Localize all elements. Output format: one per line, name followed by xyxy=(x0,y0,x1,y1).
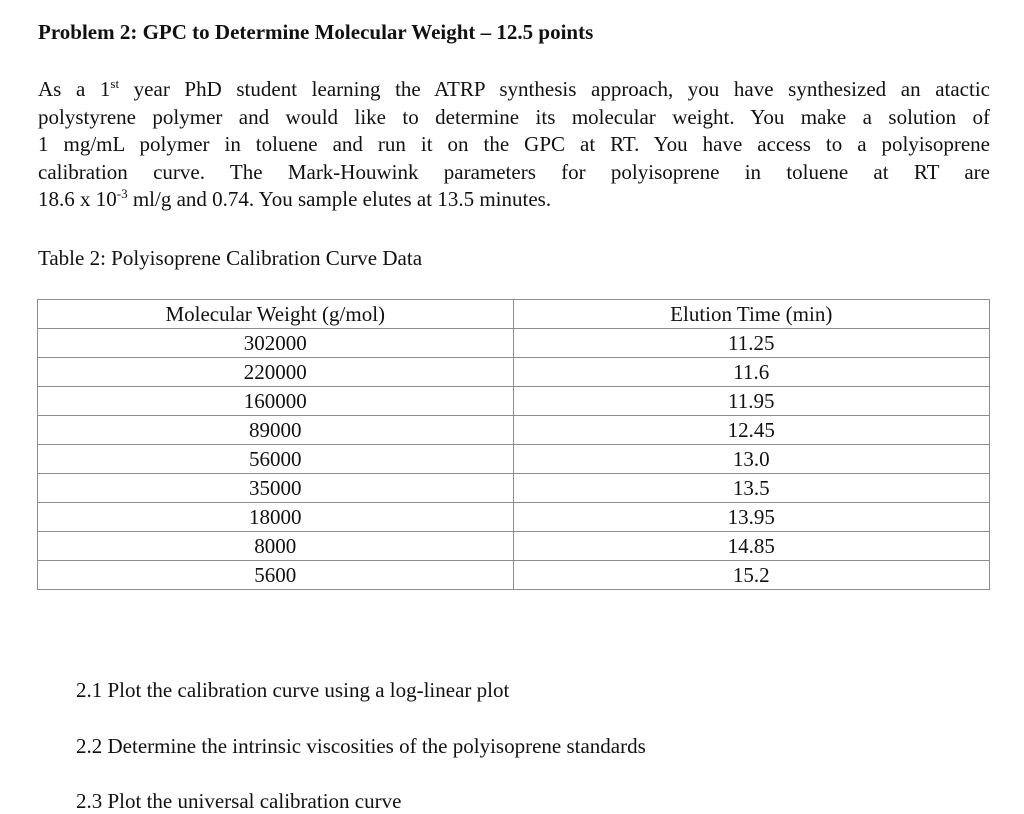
molecular-weight-cell: 35000 xyxy=(38,474,514,503)
molecular-weight-cell: 18000 xyxy=(38,503,514,532)
elution-time-cell: 14.85 xyxy=(513,532,989,561)
question-2-1: 2.1 Plot the calibration curve using a log-linear plot xyxy=(76,678,510,702)
elution-time-cell: 11.6 xyxy=(513,358,989,387)
table-row xyxy=(38,532,990,561)
header-molecular-weight: Molecular Weight (g/mol) xyxy=(38,300,514,329)
molecular-weight-cell: 56000 xyxy=(38,445,514,474)
table-row xyxy=(38,474,990,503)
description-line-4: calibration curve. The Mark-Houwink parameters for polyisoprene in toluene at RT are xyxy=(38,159,990,184)
elution-time-cell: 11.25 xyxy=(513,329,989,358)
table-caption: Table 2: Polyisoprene Calibration Curve Data xyxy=(38,246,423,270)
problem-description xyxy=(38,76,990,214)
description-line-2: polystyrene polymer and would like to determine its molecular weight. You make a solution of xyxy=(38,104,990,129)
description-line-1: As a 1st year PhD student learning the ATRP synthesis approach, you have synthesized an atactic xyxy=(38,76,990,101)
table-row xyxy=(38,445,990,474)
elution-time-cell: 13.0 xyxy=(513,445,989,474)
question-2-3: 2.3 Plot the universal calibration curve xyxy=(76,789,402,813)
table-header-row xyxy=(38,300,990,329)
elution-time-cell: 13.95 xyxy=(513,503,989,532)
molecular-weight-cell: 302000 xyxy=(38,329,514,358)
molecular-weight-cell: 220000 xyxy=(38,358,514,387)
table-row xyxy=(38,358,990,387)
table-body xyxy=(38,329,990,590)
question-2-2: 2.2 Determine the intrinsic viscosities of the polyisoprene standards xyxy=(76,734,646,758)
table-row xyxy=(38,561,990,590)
table-row xyxy=(38,416,990,445)
description-line-3: 1 mg/mL polymer in toluene and run it on the GPC at RT. You have access to a polyisoprene xyxy=(38,132,990,156)
problem-title: Problem 2: GPC to Determine Molecular Weight – 12.5 points xyxy=(38,20,594,44)
elution-time-cell: 13.5 xyxy=(513,474,989,503)
elution-time-cell: 11.95 xyxy=(513,387,989,416)
molecular-weight-cell: 8000 xyxy=(38,532,514,561)
table-row xyxy=(38,503,990,532)
table-row xyxy=(38,329,990,358)
elution-time-cell: 12.45 xyxy=(513,416,989,445)
description-line-5: 18.6 x $10^{-3}$ ml/g and 0.74. You sample elutes at 13.5 minutes. xyxy=(38,186,552,211)
table-row xyxy=(38,387,990,416)
header-elution-time: Elution Time (min) xyxy=(513,300,989,329)
molecular-weight-cell: 160000 xyxy=(38,387,514,416)
molecular-weight-cell: 89000 xyxy=(38,416,514,445)
molecular-weight-cell: 5600 xyxy=(38,561,514,590)
elution-time-cell: 15.2 xyxy=(513,561,989,590)
calibration-table xyxy=(37,299,990,590)
